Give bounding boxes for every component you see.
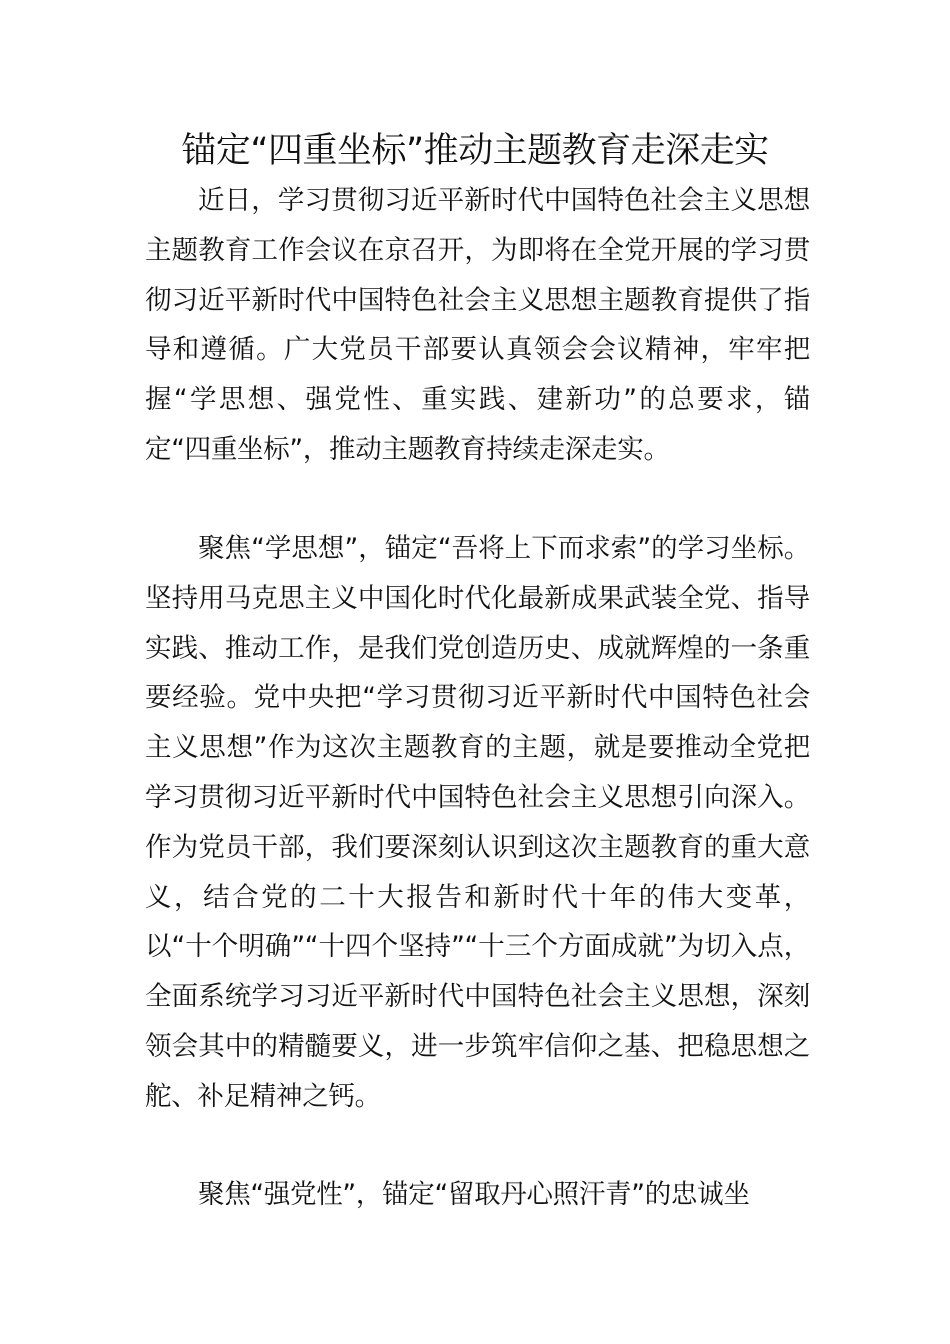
paragraph-intro: 近日，学习贯彻习近平新时代中国特色社会主义思想主题教育工作会议在京召开，为即将在全党开展的学习贯彻习近平新时代中国特色社会主义思想主题教育提供了指导和遵循。广大党员干部要认真领会会议精神，牢牢把握“学思想、强党性、重实践、建新功”的总要求，锚定“四重坐标”，推动主题教育持续走深走实。 [145,185,810,465]
paragraph-strengthen-party-spirit: 聚焦“强党性”，锚定“留取丹心照汗青”的忠诚坐 [198,1179,750,1210]
paragraph-study-thought: 聚焦“学思想”，锚定“吾将上下而求索”的学习坐标。坚持用马克思主义中国化时代化最新成果武装全党、指导实践、推动工作，是我们党创造历史、成就辉煌的一条重要经验。党中央把“学习贯彻习近平新时代中国特色社会主义思想”作为这次主题教育的主题，就是要推动全党把学习贯彻习近平新时代中国特色社会主义思想引向深入。作为党员干部，我们要深刻认识到这次主题教育的重大意义，结合党的二十大报告和新时代十年的伟大变革，以“十个明确”“十四个坚持”“十三个方面成就”为切入点，全面系统学习习近平新时代中国特色社会主义思想，深刻领会其中的精髓要义，进一步筑牢信仰之基、把稳思想之舵、补足精神之钙。 [145,533,810,1112]
document-title: 锚定“四重坐标”推动主题教育走深走实 [181,131,769,171]
